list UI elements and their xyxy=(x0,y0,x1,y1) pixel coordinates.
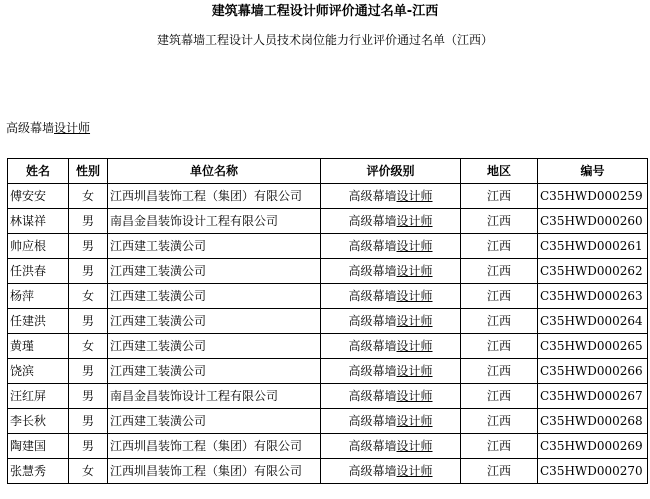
cell-gender: 男 xyxy=(69,359,108,384)
section-label-suffix[interactable]: 设计师 xyxy=(54,121,91,135)
cell-unit: 江西建工装潢公司 xyxy=(108,259,321,284)
cell-region: 江西 xyxy=(461,409,538,434)
cell-code: C35HWD000269 xyxy=(538,434,648,459)
cell-level xyxy=(321,234,461,259)
level-link[interactable]: 设计师 xyxy=(396,189,433,203)
cell-region: 江西 xyxy=(461,459,538,484)
level-prefix: 高级幕墙 xyxy=(348,389,397,403)
section-label-prefix: 高级幕墙 xyxy=(6,121,55,135)
cell-name: 杨萍 xyxy=(8,284,69,309)
cell-code: C35HWD000259 xyxy=(538,184,648,209)
table-row xyxy=(8,359,648,384)
table-row xyxy=(8,259,648,284)
cell-code: C35HWD000262 xyxy=(538,259,648,284)
cell-unit: 江西建工装潢公司 xyxy=(108,284,321,309)
cell-gender: 男 xyxy=(69,409,108,434)
cell-region: 江西 xyxy=(461,234,538,259)
page-title: 建筑幕墙工程设计师评价通过名单-江西 xyxy=(211,4,439,19)
level-prefix: 高级幕墙 xyxy=(348,264,397,278)
cell-level xyxy=(321,209,461,234)
cell-gender: 男 xyxy=(69,259,108,284)
cell-unit: 南昌金昌装饰设计工程有限公司 xyxy=(108,384,321,409)
cell-name: 李长秋 xyxy=(8,409,69,434)
table-row xyxy=(8,459,648,484)
level-prefix: 高级幕墙 xyxy=(348,439,397,453)
level-prefix: 高级幕墙 xyxy=(348,464,397,478)
cell-level xyxy=(321,359,461,384)
cell-region: 江西 xyxy=(461,334,538,359)
cell-region: 江西 xyxy=(461,259,538,284)
level-prefix: 高级幕墙 xyxy=(348,214,397,228)
table-row xyxy=(8,234,648,259)
page-subtitle: 建筑幕墙工程设计人员技术岗位能力行业评价通过名单（江西） xyxy=(156,33,493,47)
cell-gender: 女 xyxy=(69,334,108,359)
section-label xyxy=(6,120,90,136)
cell-name: 张慧秀 xyxy=(8,459,69,484)
cell-level xyxy=(321,309,461,334)
cell-level xyxy=(321,434,461,459)
level-prefix: 高级幕墙 xyxy=(348,239,397,253)
cell-name: 饶滨 xyxy=(8,359,69,384)
table-header-row xyxy=(8,159,648,184)
cell-level xyxy=(321,384,461,409)
cell-unit: 江西建工装潢公司 xyxy=(108,234,321,259)
cell-unit: 江西圳昌装饰工程（集团）有限公司 xyxy=(108,459,321,484)
level-link[interactable]: 设计师 xyxy=(396,214,433,228)
header-name: 姓名 xyxy=(8,159,69,184)
level-link[interactable]: 设计师 xyxy=(396,239,433,253)
table-row xyxy=(8,409,648,434)
cell-region: 江西 xyxy=(461,284,538,309)
level-prefix: 高级幕墙 xyxy=(348,314,397,328)
roster-table xyxy=(7,158,648,484)
cell-code: C35HWD000266 xyxy=(538,359,648,384)
cell-name: 帅应根 xyxy=(8,234,69,259)
cell-region: 江西 xyxy=(461,434,538,459)
level-link[interactable]: 设计师 xyxy=(396,389,433,403)
cell-code: C35HWD000263 xyxy=(538,284,648,309)
cell-name: 陶建国 xyxy=(8,434,69,459)
cell-name: 任建洪 xyxy=(8,309,69,334)
cell-unit: 江西建工装潢公司 xyxy=(108,309,321,334)
cell-name: 任洪春 xyxy=(8,259,69,284)
cell-gender: 男 xyxy=(69,209,108,234)
cell-unit: 江西圳昌装饰工程（集团）有限公司 xyxy=(108,184,321,209)
level-link[interactable]: 设计师 xyxy=(396,339,433,353)
level-prefix: 高级幕墙 xyxy=(348,289,397,303)
level-link[interactable]: 设计师 xyxy=(396,289,433,303)
header-unit: 单位名称 xyxy=(108,159,321,184)
cell-level xyxy=(321,284,461,309)
header-region: 地区 xyxy=(461,159,538,184)
cell-code: C35HWD000264 xyxy=(538,309,648,334)
cell-level xyxy=(321,334,461,359)
cell-code: C35HWD000267 xyxy=(538,384,648,409)
cell-gender: 男 xyxy=(69,434,108,459)
cell-level xyxy=(321,459,461,484)
cell-gender: 男 xyxy=(69,384,108,409)
cell-name: 林谋祥 xyxy=(8,209,69,234)
table-row xyxy=(8,209,648,234)
cell-code: C35HWD000261 xyxy=(538,234,648,259)
cell-gender: 男 xyxy=(69,309,108,334)
cell-unit: 江西圳昌装饰工程（集团）有限公司 xyxy=(108,434,321,459)
cell-code: C35HWD000270 xyxy=(538,459,648,484)
cell-gender: 女 xyxy=(69,184,108,209)
cell-unit: 江西建工装潢公司 xyxy=(108,409,321,434)
cell-code: C35HWD000265 xyxy=(538,334,648,359)
cell-gender: 女 xyxy=(69,284,108,309)
cell-region: 江西 xyxy=(461,384,538,409)
level-prefix: 高级幕墙 xyxy=(348,189,397,203)
table-row xyxy=(8,309,648,334)
cell-code: C35HWD000260 xyxy=(538,209,648,234)
header-code: 编号 xyxy=(538,159,648,184)
cell-code: C35HWD000268 xyxy=(538,409,648,434)
cell-region: 江西 xyxy=(461,309,538,334)
table-row xyxy=(8,284,648,309)
level-link[interactable]: 设计师 xyxy=(396,264,433,278)
cell-gender: 男 xyxy=(69,234,108,259)
cell-name: 黄瑾 xyxy=(8,334,69,359)
table-row xyxy=(8,334,648,359)
level-link[interactable]: 设计师 xyxy=(396,464,433,478)
table-row xyxy=(8,434,648,459)
level-prefix: 高级幕墙 xyxy=(348,339,397,353)
cell-level xyxy=(321,184,461,209)
cell-level xyxy=(321,259,461,284)
cell-region: 江西 xyxy=(461,209,538,234)
level-prefix: 高级幕墙 xyxy=(348,414,397,428)
cell-unit: 江西建工装潢公司 xyxy=(108,334,321,359)
level-prefix: 高级幕墙 xyxy=(348,364,397,378)
level-link[interactable]: 设计师 xyxy=(396,364,433,378)
level-link[interactable]: 设计师 xyxy=(396,439,433,453)
header-gender: 性别 xyxy=(69,159,108,184)
cell-unit: 江西建工装潢公司 xyxy=(108,359,321,384)
table-row xyxy=(8,184,648,209)
header-level: 评价级别 xyxy=(321,159,461,184)
cell-name: 傅安安 xyxy=(8,184,69,209)
cell-region: 江西 xyxy=(461,184,538,209)
level-link[interactable]: 设计师 xyxy=(396,314,433,328)
cell-region: 江西 xyxy=(461,359,538,384)
level-link[interactable]: 设计师 xyxy=(396,414,433,428)
cell-gender: 女 xyxy=(69,459,108,484)
cell-name: 汪红屏 xyxy=(8,384,69,409)
roster-body xyxy=(8,184,648,484)
cell-level xyxy=(321,409,461,434)
cell-unit: 南昌金昌装饰设计工程有限公司 xyxy=(108,209,321,234)
table-row xyxy=(8,384,648,409)
